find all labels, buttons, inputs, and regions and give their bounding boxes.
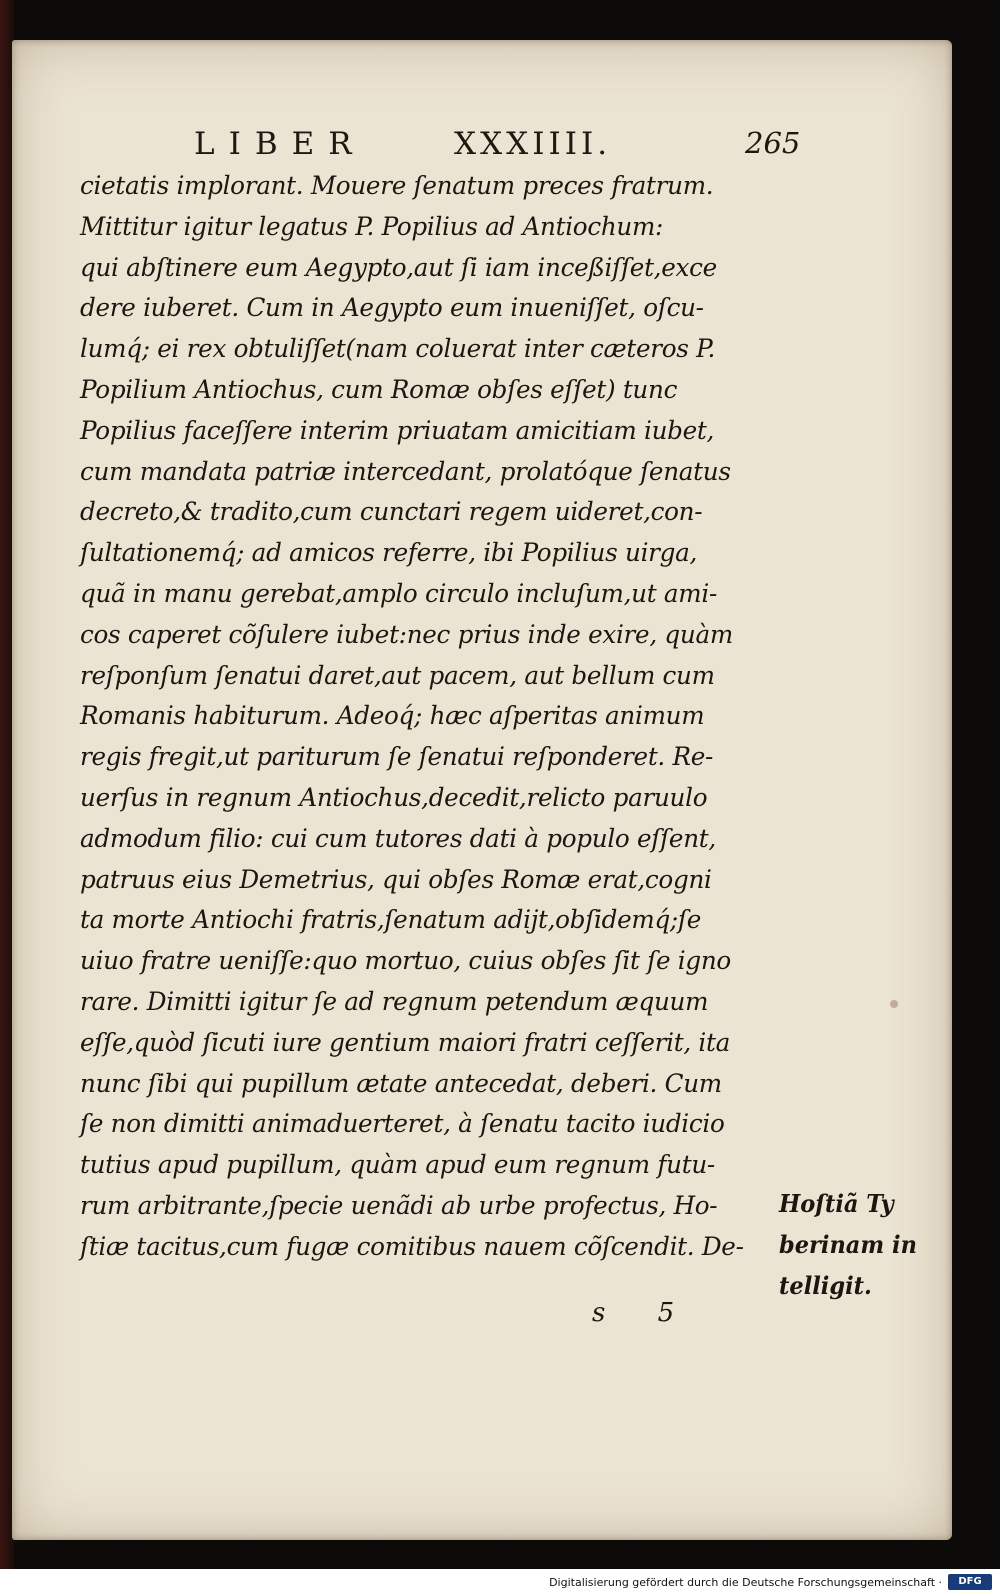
marginal-note-line: telligit. [779, 1270, 872, 1300]
marginal-note-line: berinam in [779, 1229, 917, 1259]
signature-mark: s 5 [592, 1298, 697, 1328]
text-line: cum mandata patriæ intercedant, prolatóque ſenatus [80, 456, 731, 486]
text-line: cietatis implorant. Mouere ſenatum preces fratrum. [80, 171, 714, 200]
text-line: Popilius faceſſere interim priuatam amicitiam iubet, [80, 415, 715, 445]
text-line: reſponſum ſenatui daret,aut pacem, aut bellum cum [80, 660, 715, 690]
marginal-note-line: Hoſtiã Ty [779, 1189, 894, 1218]
text-line: ſtiæ tacitus,cum fugæ comitibus nauem cõſcendit. De- [80, 1231, 744, 1261]
text-line: patruus eius Demetrius, qui obſes Romæ erat,cogni [80, 864, 712, 894]
text-line: rare. Dimitti igitur ſe ad regnum petendum æquum [80, 986, 709, 1016]
text-line: tutius apud pupillum, quàm apud eum regnum futu- [80, 1150, 715, 1180]
text-line: quã in manu gerebat,amplo circulo incluſum,ut ami- [80, 578, 717, 608]
text-line: qui abſtinere eum Aegypto,aut ſi iam inceßiſſet,exce [80, 252, 717, 282]
text-line: cos caperet cõſulere iubet:nec prius inde exire, quàm [80, 619, 733, 649]
text-line: admodum filio: cui cum tutores dati à populo eſſent, [80, 823, 716, 853]
book-page [12, 40, 952, 1540]
text-line: uerſus in regnum Antiochus,decedit,relicto paruulo [80, 782, 708, 812]
footer-credit: Digitalisierung gefördert durch die Deutsche Forschungsgemeinschaft · [549, 1576, 942, 1589]
text-line: rum arbitrante,ſpecie uenãdi ab urbe profectus, Ho- [80, 1190, 718, 1220]
text-line: ta morte Antiochi fratris,ſenatum adijt,obſidemq́;ſe [80, 905, 702, 935]
text-line: dere iuberet. Cum in Aegypto eum inueniſſet, oſcu- [80, 293, 704, 323]
body-text [80, 166, 780, 1268]
paper-speck [890, 1000, 898, 1008]
text-line: ſultationemq́; ad amicos referre, ibi Popilius uirga, [80, 538, 698, 568]
text-line: decreto,& tradito,cum cunctari regem uideret,con- [80, 497, 703, 527]
page-number: 265 [745, 126, 801, 160]
text-line: uiuo fratre ueniſſe:quo mortuo, cuius obſes ſit ſe igno [80, 946, 731, 976]
footer-bar [0, 1569, 1000, 1593]
text-line: Popilium Antiochus, cum Romæ obſes eſſet) tunc [80, 374, 678, 404]
dfg-logo: DFG [948, 1574, 992, 1590]
running-head-book-number: XXXIIII. [454, 126, 612, 162]
text-line: Mittitur igitur legatus P. Popilius ad Antiochum: [80, 211, 664, 241]
text-line: regis fregit,ut pariturum ſe ſenatui reſponderet. Re- [80, 742, 714, 772]
text-line: lumq́; ei rex obtuliſſet(nam coluerat inter cæteros P. [80, 334, 716, 364]
running-head-liber: LIBER [194, 126, 366, 162]
text-line: ſe non dimitti animaduerteret, à ſenatu tacito iudicio [80, 1109, 725, 1139]
text-line: eſſe,quòd ſicuti iure gentium maiori fratri ceſſerit, ita [80, 1027, 730, 1057]
marginal-note [779, 1184, 939, 1306]
text-line: Romanis habiturum. Adeoq́; hæc aſperitas animum [80, 701, 705, 731]
text-line: nunc ſibi qui pupillum ætate antecedat, deberi. Cum [80, 1068, 722, 1098]
